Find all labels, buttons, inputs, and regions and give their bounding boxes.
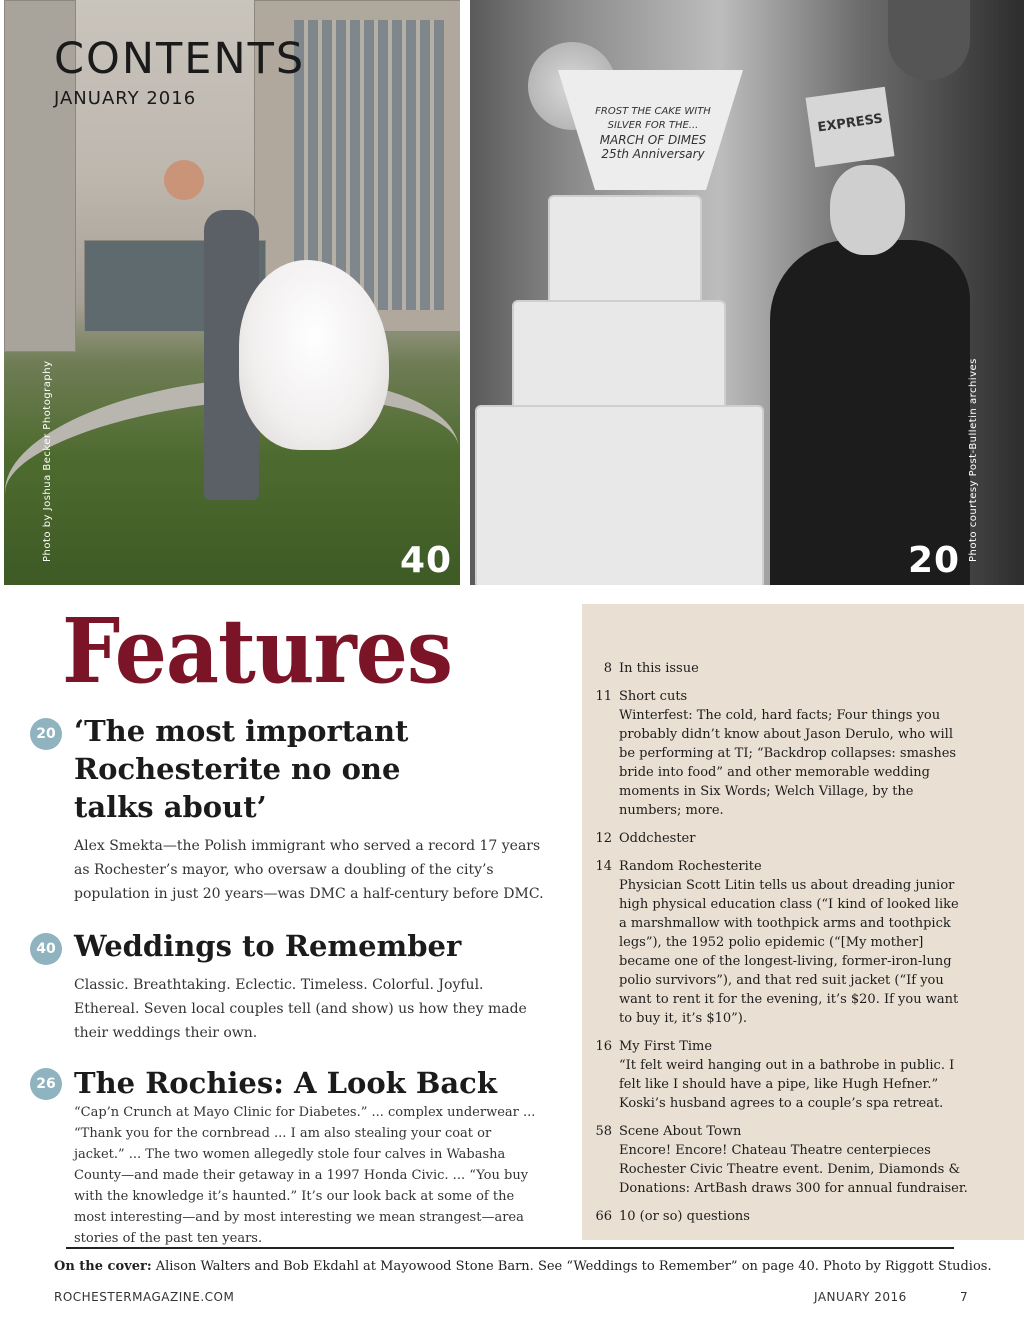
footer-site[interactable]: ROCHESTERMAGAZINE.COM	[54, 1290, 235, 1304]
department-item[interactable]	[590, 659, 970, 678]
feature-title[interactable]: Weddings to Remember	[74, 929, 462, 963]
department-title[interactable]: 10 (or so) questions	[619, 1209, 750, 1224]
department-title[interactable]: Scene About Town	[619, 1124, 742, 1139]
cake-tier-bottom	[475, 405, 764, 585]
department-title[interactable]: Random Rochesterite	[619, 859, 762, 874]
department-item[interactable]	[590, 1207, 970, 1226]
cover-note	[54, 1259, 994, 1274]
feature-item[interactable]	[30, 1064, 550, 1249]
archive-cake-photo	[470, 0, 1024, 585]
feature-title[interactable]: The Rochies: A Look Back	[74, 1066, 497, 1100]
department-page: 12	[595, 831, 612, 846]
photo-page-number-left: 40	[400, 540, 453, 581]
footer-issue: JANUARY 2016	[814, 1290, 907, 1304]
department-item[interactable]	[590, 829, 970, 848]
department-item[interactable]	[590, 1037, 970, 1113]
ceiling-lamp	[888, 0, 970, 80]
feature-description: Alex Smekta—the Polish immigrant who served a record 17 years as Rochester’s mayor, who oversaw a doubling of the city’s population in just 20 years—was DMC a half-century before DMC.	[74, 838, 544, 902]
department-title[interactable]: My First Time	[619, 1039, 713, 1054]
cake-sign-line: MARCH OF DIMES	[599, 133, 707, 147]
department-item[interactable]	[590, 1122, 970, 1198]
cover-note-text: Alison Walters and Bob Ekdahl at Mayowood Stone Barn. See “Weddings to Remember” on page 40. Photo by Riggott Studios.	[155, 1259, 992, 1274]
features-heading: Features	[62, 600, 453, 704]
department-item[interactable]	[590, 687, 970, 820]
footer-rule	[66, 1247, 954, 1249]
cake-tier-middle	[512, 300, 726, 414]
cake-tier-top	[548, 195, 702, 309]
department-description: Winterfest: The cold, hard facts; Four things you probably didn’t know about Jason Derulo, who will be performing at TI; “Backdrop collapses: smashes bride into food” and other memorable wedding moments in Six Words; Welch Village, by the numbers; more.	[619, 708, 957, 818]
man-figure	[770, 240, 970, 585]
department-description: Encore! Encore! Chateau Theatre centerpieces Rochester Civic Theatre event. Denim, Diamonds & Donations: ArtBash draws 300 for annual fundraiser.	[619, 1143, 968, 1196]
department-page: 58	[595, 1124, 612, 1139]
page-title: CONTENTS	[54, 34, 306, 84]
department-description: Physician Scott Litin tells us about dreading junior high physical education class (“I kind of looked like a marshmallow with toothpick arms and toothpick legs”), the 1952 polio epidemic (“[My mother] became one of the longest-living, former-iron-lung polio survivors”), and that red suit jacket (“If you want to rent it for the evening, it’s $20. If you want to buy it, it’s $10”).	[619, 878, 959, 1026]
department-page: 66	[595, 1209, 612, 1224]
feature-description: Classic. Breathtaking. Eclectic. Timeless. Colorful. Joyful. Ethereal. Seven local couples tell (and show) us how they made their weddings their own.	[74, 977, 527, 1041]
department-description: “It felt weird hanging out in a bathrobe in public. I felt like I should have a pipe, like Hugh Hefner.” Koski’s husband agrees to a couple’s spa retreat.	[619, 1058, 955, 1111]
department-page: 11	[595, 689, 612, 704]
department-page: 14	[595, 859, 612, 874]
photo-page-number-right: 20	[908, 540, 961, 581]
page-badge: 26	[30, 1068, 62, 1100]
department-title[interactable]: Oddchester	[619, 831, 696, 846]
department-item[interactable]	[590, 857, 970, 1028]
store-sign-text: EXPRESS	[816, 111, 884, 136]
cake-sign-line: SILVER FOR THE...	[607, 120, 699, 131]
department-title[interactable]: In this issue	[619, 661, 699, 676]
cake-sign-line: 25th Anniversary	[601, 147, 705, 161]
feature-item[interactable]	[30, 927, 550, 1045]
store-sign	[806, 87, 895, 167]
cake-sign-line: FROST THE CAKE WITH	[595, 106, 711, 117]
photo-credit-left: Photo by Joshua Becker Photography	[42, 360, 53, 562]
page-badge: 40	[30, 933, 62, 965]
issue-date: JANUARY 2016	[54, 88, 197, 109]
man-head	[830, 165, 905, 255]
photo-credit-right: Photo courtesy Post-Bulletin archives	[968, 358, 979, 562]
cake-sign-text	[588, 105, 718, 161]
feature-item[interactable]	[30, 712, 550, 906]
groom-head	[164, 160, 204, 200]
feature-description: “Cap’n Crunch at Mayo Clinic for Diabetes.” ... complex underwear ... “Thank you for the cornbread ... I am also stealing your coat or jacket.” ... The two women allegedly stole four calves in Wabasha County—and made their getaway in a 1997 Honda Civic. ... “You buy with the knowledge it’s haunted.” It’s our look back at some of the most interesting—and by most interesting we mean strangest—area stories of the past ten years.	[74, 1105, 536, 1246]
department-page: 16	[595, 1039, 612, 1054]
departments-sidebar	[582, 604, 1024, 1240]
departments-list	[590, 659, 970, 1235]
department-page: 8	[603, 661, 612, 676]
footer-page-number: 7	[960, 1290, 969, 1304]
page-badge: 20	[30, 718, 62, 750]
cover-note-label: On the cover:	[54, 1259, 152, 1274]
department-title[interactable]: Short cuts	[619, 689, 688, 704]
feature-title[interactable]: ‘The most important Rochesterite no one talks about’	[74, 714, 409, 824]
